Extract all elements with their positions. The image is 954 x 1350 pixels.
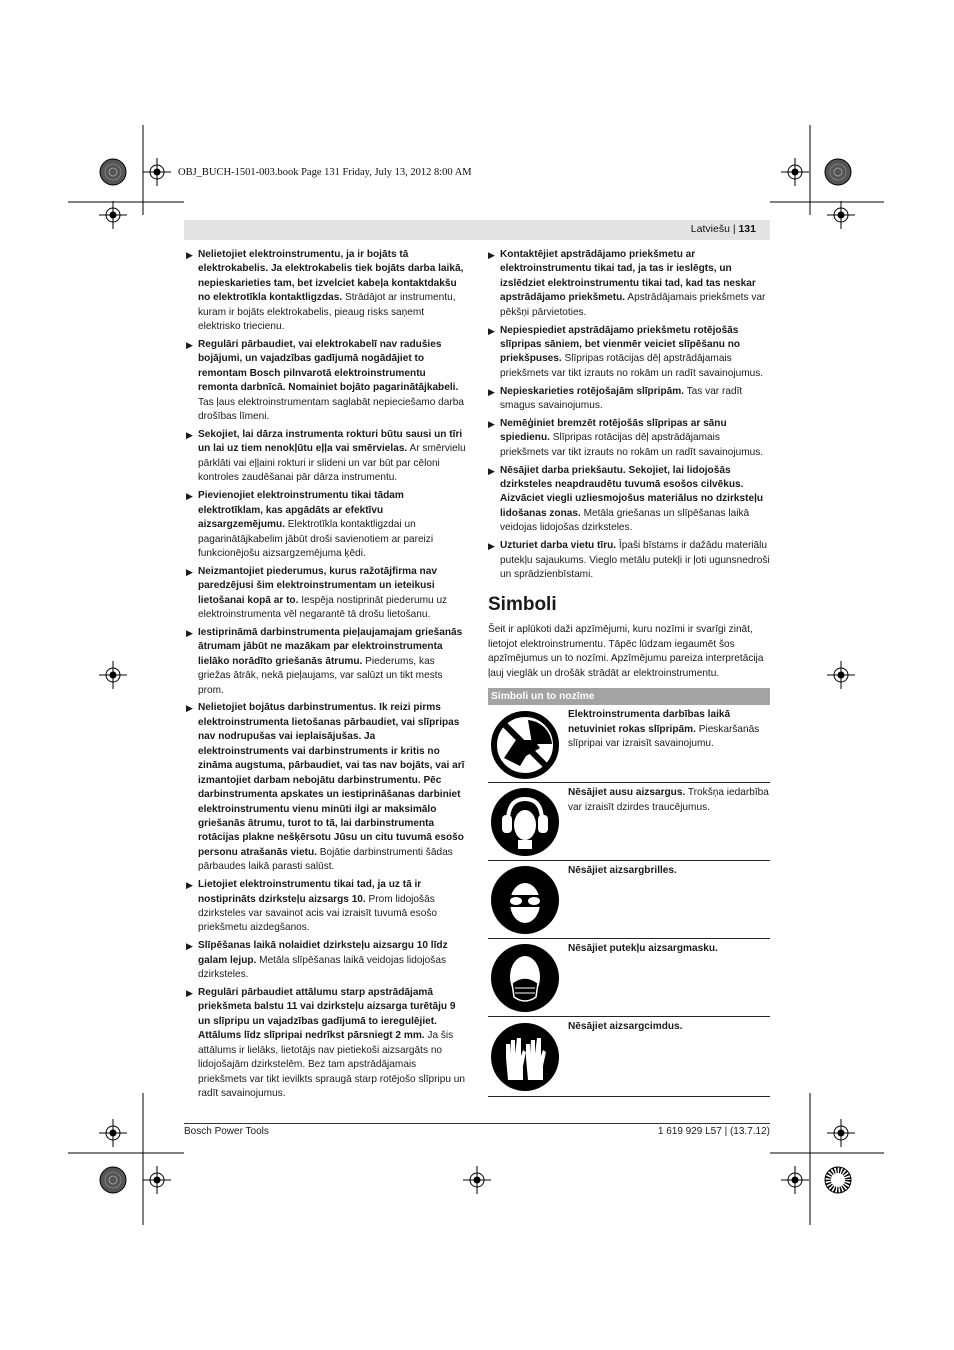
bullet-arrow-icon: ▶ bbox=[488, 418, 495, 429]
footer-brand: Bosch Power Tools bbox=[184, 1126, 269, 1137]
symbol-description: Nēsājiet aizsargbrilles. bbox=[568, 865, 677, 877]
print-slug: OBJ_BUCH-1501-003.book Page 131 Friday, July 13, 2012 8:00 AM bbox=[178, 167, 472, 178]
list-item: ▶ Nēsājiet darba priekšautu. Sekojiet, lai lidojošās dzirksteles neapdraudētu tuvumā esošos cilvēkus. Aizvāciet viegli uzliesmojošus materiālus no dzirksteļu lidošanas zonas. Metāla griešanas un slīpēšanas laikā veidojas lidojošas dzirksteles. bbox=[488, 464, 764, 534]
list-item: ▶ Nepiespiediet apstrādājamo priekšmetu rotējošās slīpripas sāniem, bet vienmēr veiciet slīpēšanu no priekšpuses. Slīpripas rotācijas dēļ apstrādājamais priekšmets var tikt izrauts no rokām un radīt savainojumus. bbox=[488, 324, 764, 379]
list-item: ▶ Slīpēšanas laikā nolaidiet dzirksteļu aizsargu 10 līdz galam lejup. Metāla slīpēšanas laikā veidojas lidojošas dzirksteles. bbox=[186, 940, 448, 981]
bullet-arrow-icon: ▶ bbox=[186, 491, 193, 502]
list-item: ▶ Uzturiet darba vietu tīru. Īpaši bīstams ir dažādu materiālu putekļu sajaukums. Vieglo metālu putekļi ir ļoti ugunsnedroši un sprādzienbīstami. bbox=[488, 540, 770, 580]
table-row bbox=[488, 1017, 770, 1097]
table-row bbox=[488, 783, 770, 861]
list-item: ▶ Iestiprināmā darbinstrumenta pieļaujamajam griešanās ātrumam jābūt ne mazākam par elektroinstrumenta lielāko norādīto griešanās ātrumu. Piederums, kas griežas ātrāk, nekā pieļaujams, var salūzt un tikt mests prom. bbox=[186, 626, 463, 696]
list-item: ▶ Regulāri pārbaudiet, vai elektrokabelī nav radušies bojājumi, un vajadzības gadījumā nogādājiet to remontam Bosch pilnvarotā elektroinstrumentu remonta darbnīcā. Nomainiet bojāto pagarinātājkabeli. Tas ļaus elektroinstrumentam saglabāt nepieciešamo darba drošības līmeni. bbox=[186, 339, 464, 423]
bullet-arrow-icon: ▶ bbox=[488, 465, 495, 476]
bullet-arrow-icon: ▶ bbox=[488, 325, 495, 336]
symbols-table bbox=[488, 688, 770, 1097]
bullet-arrow-icon: ▶ bbox=[488, 386, 495, 397]
table-row bbox=[488, 939, 770, 1017]
symbol-description: Nēsājiet ausu aizsargus. Trokšņa iedarbība var izraisīt dzirdes traucējumus. bbox=[568, 787, 769, 813]
table-row bbox=[488, 705, 770, 783]
bullet-arrow-icon: ▶ bbox=[186, 430, 193, 441]
bullet-arrow-icon: ▶ bbox=[186, 627, 193, 638]
table-row bbox=[488, 861, 770, 939]
dust-mask-icon bbox=[490, 943, 560, 1013]
list-item: ▶ Nemēģiniet bremzēt rotējošās slīpripas ar sānu spiedienu. Slīpripas rotācijas dēļ apstrādājamais priekšmets var tikt izrauts no rokām un radīt savainojumus. bbox=[488, 417, 764, 458]
symbol-description: Elektroinstrumenta darbības laikā netuviniet rokas slīpripām. Pieskaršanās slīpripai var izraisīt savainojumu. bbox=[568, 709, 760, 750]
bullet-arrow-icon: ▶ bbox=[186, 941, 193, 952]
footer-doc-number: 1 619 929 L57 | (13.7.12) bbox=[657, 1126, 770, 1137]
section-heading: Simboli bbox=[488, 594, 557, 616]
bullet-arrow-icon: ▶ bbox=[186, 703, 193, 714]
bullet-arrow-icon: ▶ bbox=[186, 250, 193, 260]
list-item: ▶ Sekojiet, lai dārza instrumenta rokturi būtu sausi un tīri un lai uz tiem nenokļūtu eļļa vai smērvielas. Ar smērvielu pārklāti vai eļļaini rokturi ir slideni un var būt par cēloni kontroles zaudēšanai pār dārza instrumentu. bbox=[186, 429, 466, 484]
symbol-description: Nēsājiet putekļu aizsargmasku. bbox=[568, 943, 718, 955]
bullet-arrow-icon: ▶ bbox=[488, 541, 495, 552]
table-header: Simboli un to nozīme bbox=[488, 688, 770, 705]
list-item: ▶ Neizmantojiet piederumus, kurus ražotājfirma nav paredzējusi šim elektroinstrumentam un ieteikusi lietošanai kopā ar to. Iespēja nostiprināt piederumu uz elektroinstrumenta vēl negarantē tā drošu lietošanu. bbox=[186, 565, 448, 621]
bullet-arrow-icon: ▶ bbox=[186, 566, 193, 577]
page-number: 131 bbox=[738, 223, 756, 235]
bullet-arrow-icon: ▶ bbox=[186, 987, 193, 998]
symbol-description: Nēsājiet aizsargcimdus. bbox=[568, 1021, 683, 1033]
bullet-arrow-icon: ▶ bbox=[186, 880, 193, 891]
bullet-arrow-icon: ▶ bbox=[488, 250, 495, 260]
header-language: Latviešu bbox=[690, 223, 730, 235]
bullet-arrow-icon: ▶ bbox=[186, 340, 193, 351]
ear-protection-icon bbox=[490, 787, 560, 857]
list-item: ▶ Regulāri pārbaudiet attālumu starp apstrādājamā priekšmeta balstu 11 vai dzirksteļu aizsarga turētāju 9 un slīpripu un vajadzības gadījumā to ieregulējiet. Attālums līdz slīpripai nedrīkst pārsniegt 2 mm. Ja šis attālums ir lielāks, lietotājs nav pietiekoši aizsargāts no lidojošajām dzirkstelēm. Bez tam apstrādājamais priekšmets var tikt ievilkts spraugā starp rotējošo slīpripu un radīt savainojumus. bbox=[186, 986, 466, 1100]
safety-goggles-icon bbox=[490, 865, 560, 935]
list-item: ▶ Nelietojiet elektroinstrumentu, ja ir bojāts tā elektrokabelis. Ja elektrokabelis tiek bojāts darba laikā, nepieskarieties tam, bet izvelciet kabeļa kontaktdakšu no elektrotīkla kontaktligzdas. Strādājot ar instrumentu, kuram ir bojāts elektrokabelis, pieaug risks saņemt elektrisko triecienu. bbox=[186, 249, 464, 333]
right-column bbox=[488, 248, 770, 1097]
list-item: ▶ Lietojiet elektroinstrumentu tikai tad, ja uz tā ir nostiprināts dzirksteļu aizsargs 10. Prom lidojošās dzirksteles var savainot acis vai izraisīt tuvumā esošo priekšmetu aizdegšanos. bbox=[186, 879, 437, 934]
list-item: ▶ Nepieskarieties rotējošajām slīpripām. Tas var radīt smagus savainojumus. bbox=[488, 385, 743, 412]
header-text: Latviešu | 131 bbox=[690, 223, 756, 235]
footer-rule bbox=[184, 1123, 770, 1124]
no-touch-grinding-wheel-icon bbox=[490, 710, 560, 780]
list-item: ▶ Kontaktējiet apstrādājamo priekšmetu ar elektroinstrumentu tikai tad, ja tas ir ieslēgts, un izslēdziet elektroinstrumentu tikai tad, kad tas neskar apstrādājamo priekšmetu. Apstrādājamais priekšmets var pēkšņi pārvietoties. bbox=[488, 249, 766, 318]
left-column bbox=[186, 248, 466, 1105]
protective-gloves-icon bbox=[490, 1022, 560, 1092]
section-intro: Šeit ir aplūkoti daži apzīmējumi, kuru nozīmi ir svarīgi zināt, lietojot elektroinstrumentu. Tāpēc lūdzam iegaumēt šos apzīmējumus un to nozīmi. Apzīmējumu pareiza interpretācija ļauj vieglāk un drošāk strādāt ar elektroinstrumentu. bbox=[488, 624, 764, 679]
page-header bbox=[184, 220, 770, 240]
list-item: ▶ Nelietojiet bojātus darbinstrumentus. Ik reizi pirms elektroinstrumenta lietošanas pārbaudiet, vai slīpripas nav nodrupušas vai ieplaisājušas. Ja elektroinstruments vai darbinstruments ir kritis no zināma augstuma, pārbaudiet, vai tas nav bojāts, vai arī izmantojiet darbam nebojātu darbinstrumentu. Pēc darbinstrumenta apskates un iestiprināšanas darbiniet elektroinstrumentu vienu minūti ilgi ar maksimālo griešanās ātrumu, turot to tā, lai darbinstrumenta rotācijas plakne nešķērsotu Jūsu un citu tuvumā esošo personu atrašanās vietu. Bojātie darbinstrumenti šādas pārbaudes laikā parasti salūst. bbox=[186, 702, 465, 873]
list-item: ▶ Pievienojiet elektroinstrumentu tikai tādam elektrotīklam, kas apgādāts ar efektīvu aizsargzemējumu. Elektrotīkla kontaktligzdai un pagarinātājkabelim jābūt droši savienotiem ar pareizi funkcionējošu aizsargzemējuma ķēdi. bbox=[186, 490, 434, 559]
